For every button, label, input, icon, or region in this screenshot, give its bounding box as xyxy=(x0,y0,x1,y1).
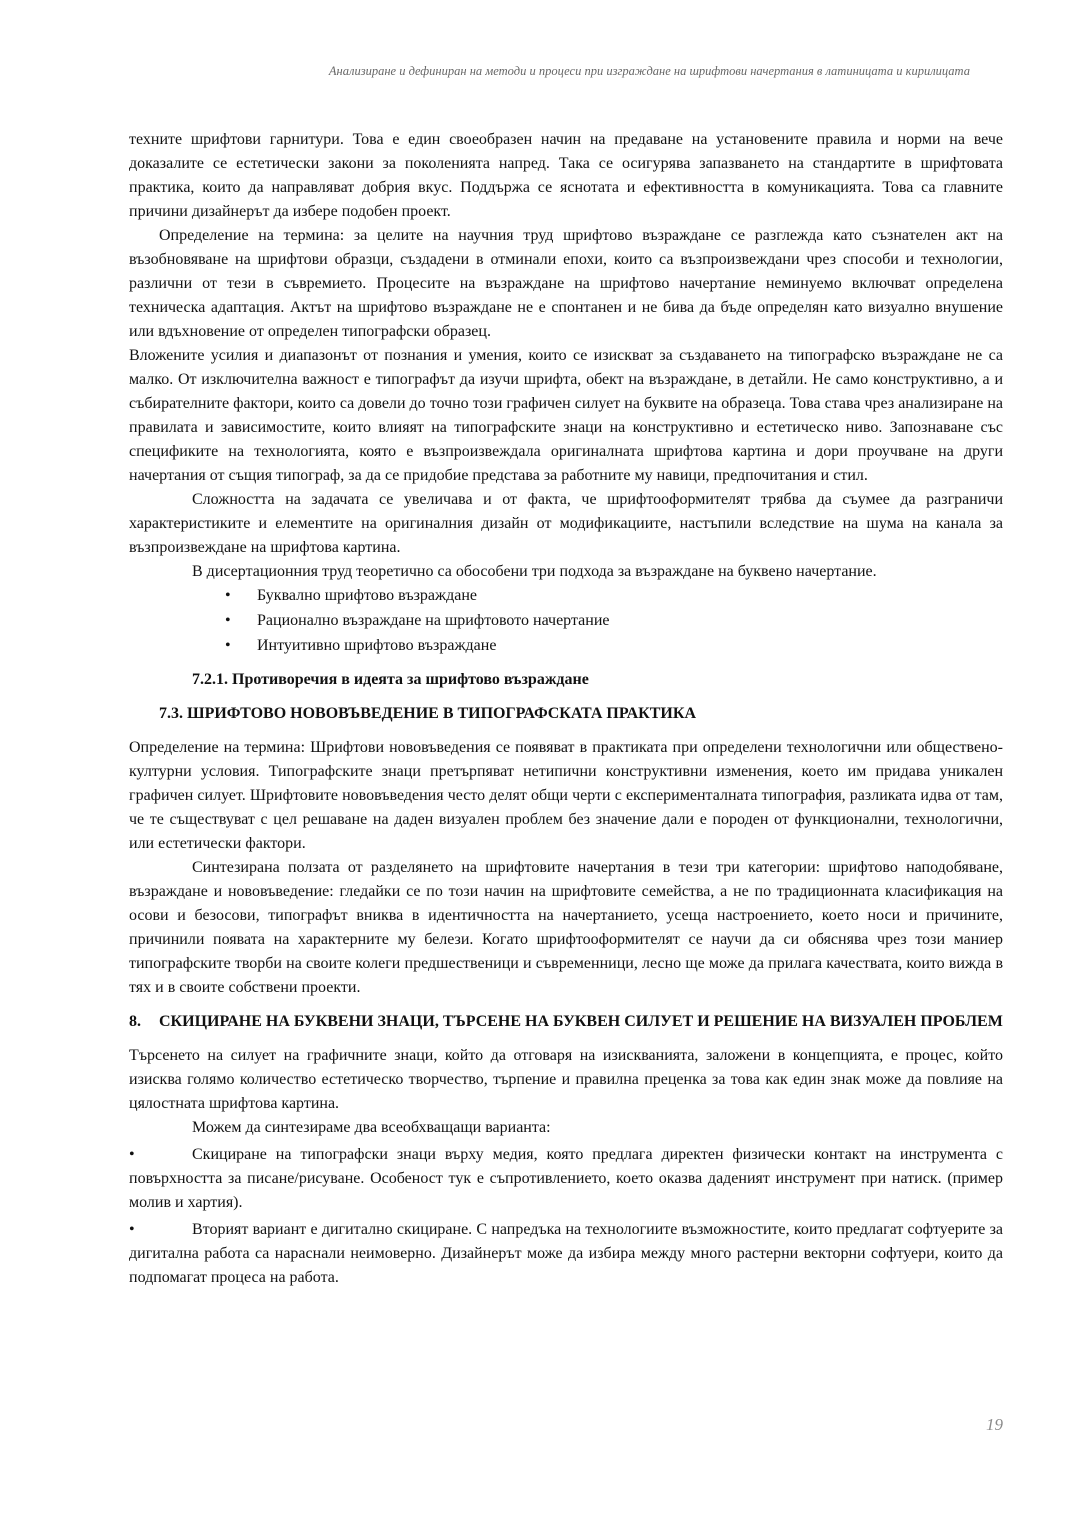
list-item xyxy=(225,609,1003,634)
bullet-icon: • xyxy=(225,612,231,629)
paragraph-two-variants: Можем да синтезираме два всеобхващащи варианта: xyxy=(192,1119,551,1136)
paragraph-revival-effort: Вложените усилия и диапазонът от познания и умения, които се изискват за създаването на типографско възраждане не са малко. От изключителна важност е типографът да изучи шрифта, обект на възраждане, в детайли. Не само конструктивно, а и събирателните фактори, които са довели до точно този графичен силует на буквите на образеца. Това става чрез анализиране на правилата и зависимостите, които влияят на типографските знаци на конструктивно и естетическо ниво. Запознаване със спецификите на технологията, която е възпроизвеждала оригиналната шрифтова картина и дори проучване на други начертания от същия типограф, за да се придобие представа за работните му навици, предпочитания и стил. xyxy=(129,347,1003,484)
heading-8-text: СКИЦИРАНЕ НА БУКВЕНИ ЗНАЦИ, ТЪРСЕНЕ НА БУКВЕН СИЛУЕТ И РЕШЕНИЕ НА ВИЗУАЛЕН ПРОБЛЕМ xyxy=(159,1013,1003,1030)
list-item-text: Буквално шрифтово възраждане xyxy=(257,587,477,604)
page-number: 19 xyxy=(986,1415,1003,1434)
heading-8-number: 8. xyxy=(129,1013,141,1030)
paragraph-silhouette-search: Търсенето на силует на графичните знаци, който да отговаря на изискванията, заложени в концепцията, е процес, който изисква голямо количество естетическо творчество, търпение и правилна преценка за това как един знак може да повлияе на цялостната шрифтова картина. xyxy=(129,1047,1003,1112)
bullet-icon: • xyxy=(225,587,231,604)
bullet-icon: • xyxy=(225,637,231,654)
revival-approaches-list xyxy=(129,584,1003,659)
variant-digital-text: Вторият вариант е дигитално скициране. С напредъка на технологиите възможностите, които предлагат софтуерите за дигитална работа са нараснали неимоверно. Дизайнерът може да избира между много растерни векторни софтуери, които да подпомагат процеса на работа. xyxy=(129,1221,1003,1286)
paragraph-approaches-intro: В дисертационния труд теоретично са обособени три подхода за възраждане на буквено начертание. xyxy=(192,563,877,580)
subheading-7-2-1: 7.2.1. Противоречия в идеята за шрифтово възраждане xyxy=(192,671,589,688)
bullet-icon: • xyxy=(129,1221,135,1238)
list-item-text: Рационално възраждане на шрифтовото начертание xyxy=(257,612,610,629)
list-item xyxy=(225,634,1003,659)
list-item-text: Интуитивно шрифтово възраждане xyxy=(257,637,497,654)
list-item xyxy=(225,584,1003,609)
page-content xyxy=(129,128,1003,1290)
heading-8 xyxy=(129,1010,1003,1034)
paragraph-categories-benefit: Синтезирана ползата от разделянето на шрифтовите начертания в тези три категории: шрифтово наподобяване, възраждане и нововъведение: гледайки се по този начин на шрифтовите семейства, а не по традиционната класификация на осови и безосови, типографът вниква в идентичността на начертанието, усеща настроението, което носи и причините, причинили появата на характерните му белези. Когато шрифтооформителят се научи да си обяснява чрез този маниер типографските творби на своите колеги предшественици и съвременници, лесно ще може да прилага качествата, които вижда в тях и в своите собствени проекти. xyxy=(129,859,1003,996)
variant-analog-sketching xyxy=(129,1143,1003,1215)
variant-digital-sketching xyxy=(129,1218,1003,1290)
bullet-icon: • xyxy=(129,1146,135,1163)
heading-7-3: 7.3. ШРИФТОВО НОВОВЪВЕДЕНИЕ В ТИПОГРАФСКАТА ПРАКТИКА xyxy=(159,705,697,722)
running-header: Анализиране и дефиниран на методи и процеси при изграждане на шрифтови начертания в латиницата и кирилицата xyxy=(328,64,970,78)
paragraph-innovation-definition: Определение на термина: Шрифтови нововъведения се появяват в практиката при определени технологични или обществено-културни условия. Типографските знаци претърпяват нетипични конструктивни изменения, което им придава уникален графичен силует. Шрифтовите нововъведения често делят общи черти с експерименталната типография, разликата идва от там, че те съществуват с цел решаване на даден визуален проблем без значение дали е породен от функционални, технологични, или естетически фактори. xyxy=(129,739,1003,852)
paragraph-continuation: техните шрифтови гарнитури. Това е един своеобразен начин на предаване на установените правила и норми на вече доказалите се естетически закони за поколенията напред. Така се осигурява запазването на стандартите в шрифтовата практика, които да направляват добрия вкус. Поддържа се яснотата и ефективността в комуникацията. Това са главните причини дизайнерът да избере подобен проект. xyxy=(129,131,1003,220)
paragraph-revival-definition: Определение на термина: за целите на научния труд шрифтово възраждане се разглежда като съзнателен акт на възобновяване на шрифтови образци, създадени в отминали епохи, които са възпроизвеждани чрез способи и технологии, различни от тези в съвремието. Процесите на възраждане на шрифтово начертание неминуемо включват определена техническа адаптация. Актът на шрифтово възраждане не е спонтанен и не бива да бъде определян като визуално внушение или вдъхновение от определен типографски образец. xyxy=(129,227,1003,340)
variant-analog-text: Скициране на типографски знаци върху медия, която предлага директен физически контакт на инструмента с повърхността за писане/рисуване. Особеност тук е съпротивлението, което оказва даденият инструмент при натиск. (пример молив и хартия). xyxy=(129,1146,1003,1211)
paragraph-complexity: Сложността на задачата се увеличава и от факта, че шрифтооформителят трябва да съумее да разграничи характеристиките и елементите на оригиналния дизайн от модификациите, настъпили вследствие на шума на канала за възпроизвеждане на шрифтова картина. xyxy=(129,491,1003,556)
